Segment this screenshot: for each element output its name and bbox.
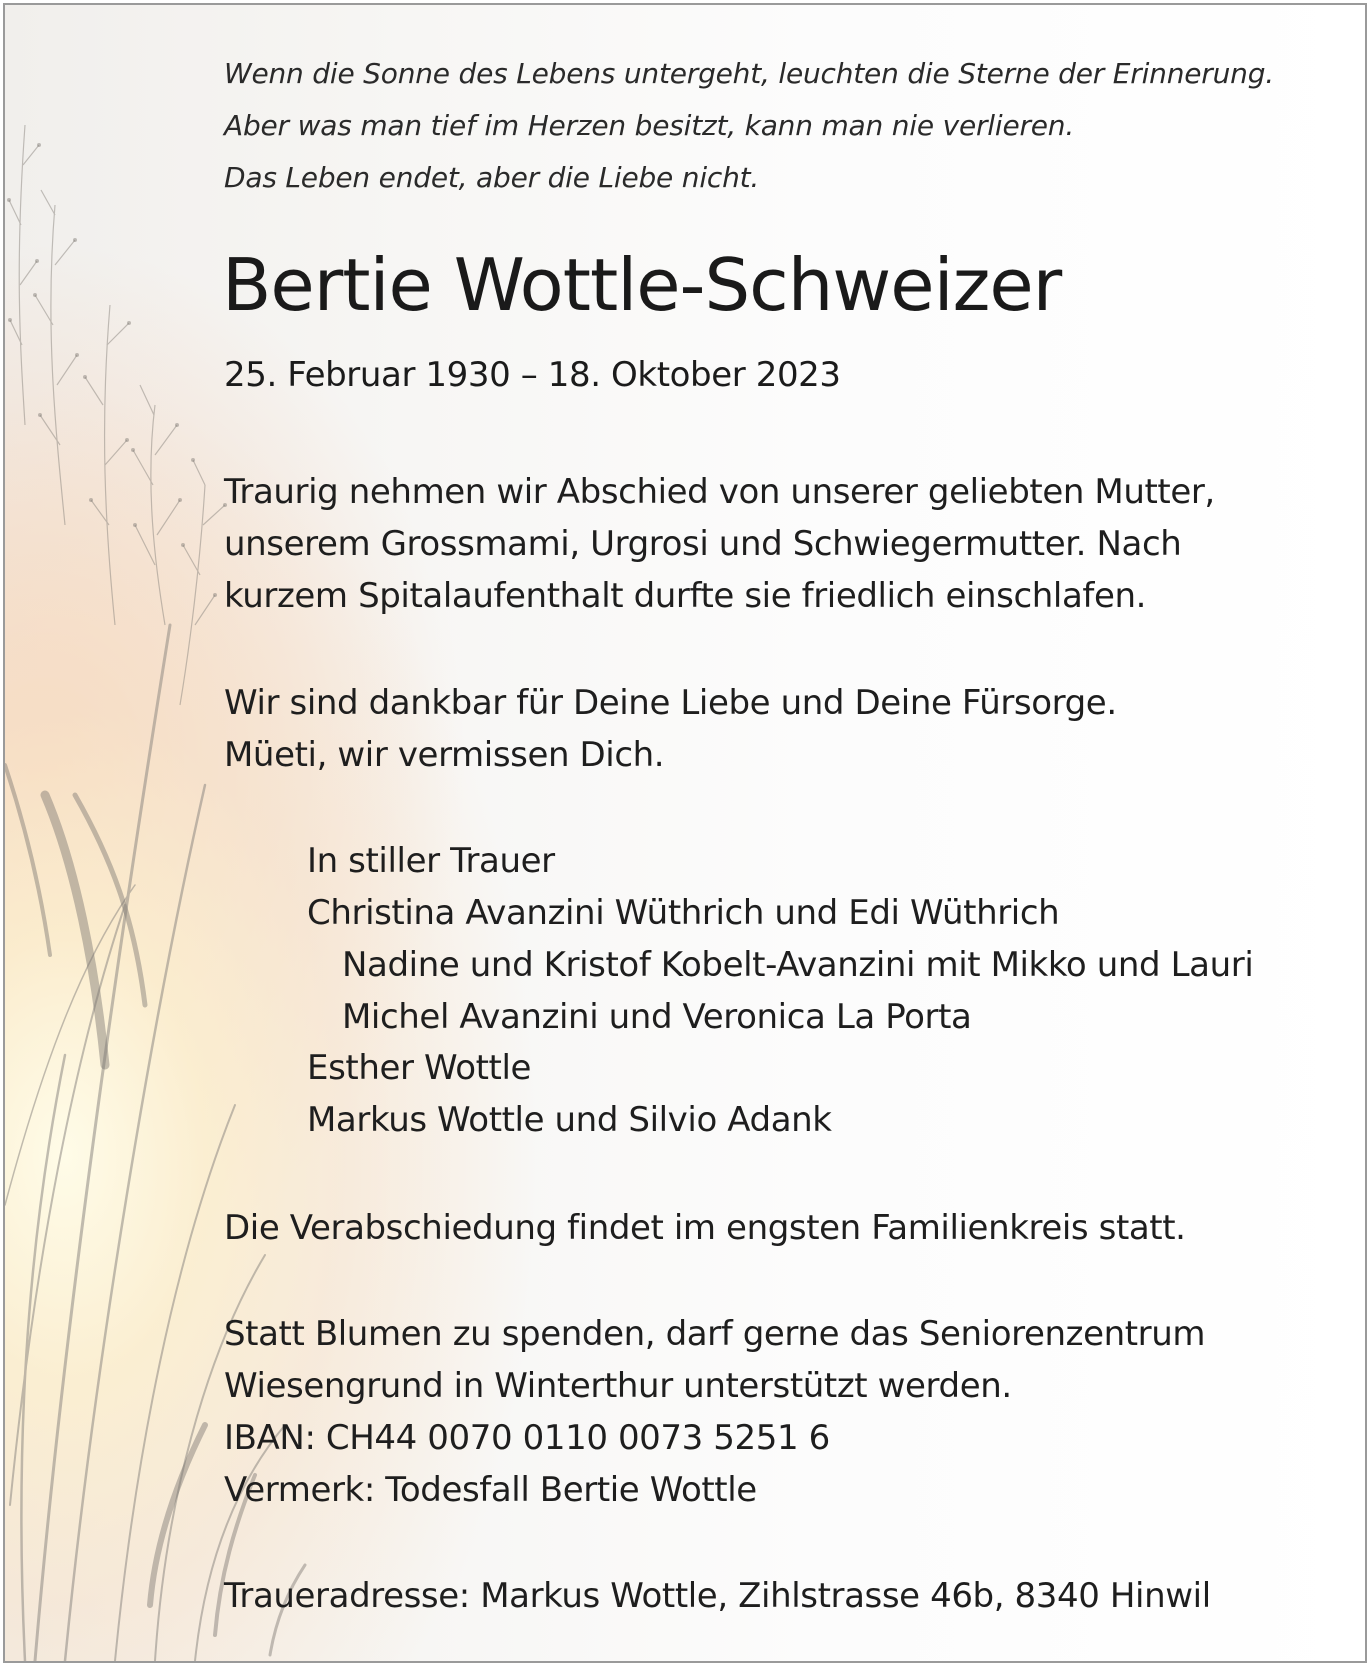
deceased-name: Bertie Wottle-Schweizer: [222, 243, 1062, 327]
motto-line-1: Wenn die Sonne des Lebens untergeht, leuchten die Sterne der Erinnerung.: [224, 57, 1274, 90]
donation-note: Vermerk: Todesfall Bertie Wottle: [224, 1470, 757, 1510]
motto-line-3: Das Leben endet, aber die Liebe nicht.: [224, 161, 760, 194]
gratitude-line-1: Wir sind dankbar für Deine Liebe und Deine Fürsorge.: [224, 683, 1117, 723]
farewell-line-3: kurzem Spitalaufenthalt durfte sie friedlich einschlafen.: [224, 576, 1147, 616]
mourner-family-2: Esther Wottle: [307, 1048, 532, 1088]
obituary-card: [3, 3, 1367, 1663]
mourners-intro: In stiller Trauer: [307, 841, 555, 881]
mourning-address: Traueradresse: Markus Wottle, Zihlstrasse 46b, 8340 Hinwil: [224, 1576, 1211, 1616]
farewell-line-2: unserem Grossmami, Urgrosi und Schwiegermutter. Nach: [224, 524, 1182, 564]
mourner-family-3: Markus Wottle und Silvio Adank: [307, 1100, 832, 1140]
mourner-family-1-child-1: Nadine und Kristof Kobelt-Avanzini mit Mikko und Lauri: [342, 945, 1254, 985]
donation-line-2: Wiesengrund in Winterthur unterstützt werden.: [224, 1366, 1012, 1406]
donation-line-1: Statt Blumen zu spenden, darf gerne das Seniorenzentrum: [224, 1314, 1206, 1354]
mourner-family-1: Christina Avanzini Wüthrich und Edi Wüthrich: [307, 893, 1060, 933]
motto-line-2: Aber was man tief im Herzen besitzt, kann man nie verlieren.: [224, 109, 1075, 142]
ceremony-notice: Die Verabschiedung findet im engsten Familienkreis statt.: [224, 1208, 1186, 1248]
life-dates: 25. Februar 1930 – 18. Oktober 2023: [224, 355, 841, 395]
farewell-line-1: Traurig nehmen wir Abschied von unserer geliebten Mutter,: [224, 472, 1215, 512]
gratitude-line-2: Müeti, wir vermissen Dich.: [224, 735, 665, 775]
donation-iban: IBAN: CH44 0070 0110 0073 5251 6: [224, 1418, 830, 1458]
mourner-family-1-child-2: Michel Avanzini und Veronica La Porta: [342, 997, 972, 1037]
